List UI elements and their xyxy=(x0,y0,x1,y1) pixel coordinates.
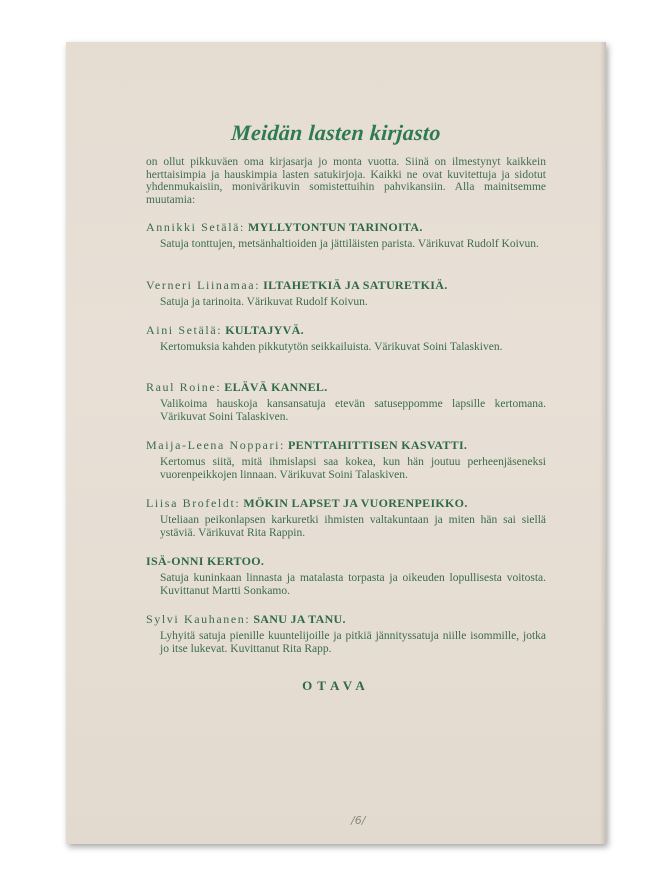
book-entry-5 xyxy=(146,438,546,482)
pencil-mark: /6/ xyxy=(351,814,366,827)
intro-paragraph: on ollut pikkuväen oma kirjasarja jo monta vuotta. Siinä on ilmestynyt kaikkein herttaisimpia ja hauskimpia lasten satukirjoja. Kaikki ne ovat kuvitettuja ja sidotut yhdenmukaisiin, monivärikuvin somistettuihin pahvikansiin. Alla mainitsemme muutamia: xyxy=(146,156,546,206)
book-entry-7 xyxy=(146,554,546,598)
book-description: Satuja ja tarinoita. Värikuvat Rudolf Koivun. xyxy=(160,296,368,308)
book-author: Sylvi Kauhanen: xyxy=(146,612,251,626)
book-title: KULTAJYVÄ. xyxy=(225,323,304,337)
book-entry-4 xyxy=(146,380,546,424)
book-entry-2 xyxy=(146,278,546,309)
book-author: Verneri Liinamaa: xyxy=(146,278,261,292)
book-description: Valikoima hauskoja kansansatuja etevän satuseppomme lapsille kertomana. Värikuvat Soini Talaskiven. xyxy=(160,398,546,423)
series-heading: Meidän lasten kirjasto xyxy=(230,120,442,145)
book-author: Aini Setälä: xyxy=(146,323,223,337)
book-author: Annikki Setälä: xyxy=(146,220,245,234)
book-title: SANU JA TANU. xyxy=(253,612,346,626)
book-author: Liisa Brofeldt: xyxy=(146,496,241,510)
book-description: Lyhyitä satuja pienille kuuntelijoille ja pitkiä jännityssatuja niille isommille, jotka jo itse lukevat. Kuvittanut Rita Rapp. xyxy=(160,630,546,655)
book-title: MYLLYTONTUN TARINOITA. xyxy=(248,220,423,234)
book-title: MÖKIN LAPSET JA VUORENPEIKKO. xyxy=(243,496,468,510)
book-entry-8 xyxy=(146,612,546,656)
book-entry-3 xyxy=(146,323,546,354)
book-title: ISÄ-ONNI KERTOO. xyxy=(146,554,265,568)
publisher-name: OTAVA xyxy=(302,678,370,693)
book-title: ILTAHETKIÄ JA SATURETKIÄ. xyxy=(263,278,448,292)
book-description: Satuja tonttujen, metsänhaltioiden ja jättiläisten parista. Värikuvat Rudolf Koivun. xyxy=(160,238,539,250)
book-description: Uteliaan peikonlapsen karkuretki ihmisten valtakuntaan ja miten hän sai siellä ystäviä. Värikuvat Rita Rappin. xyxy=(160,514,546,539)
book-title: ELÄVÄ KANNEL. xyxy=(224,380,328,394)
book-description: Kertomuksia kahden pikkutytön seikkailuista. Värikuvat Soini Talaskiven. xyxy=(160,341,503,353)
book-entry-6 xyxy=(146,496,546,540)
book-author: Maija-Leena Noppari: xyxy=(146,438,285,452)
book-title: PENTTAHITTISEN KASVATTI. xyxy=(287,438,468,452)
book-back-cover xyxy=(66,42,606,844)
book-author: Raul Roine: xyxy=(146,380,222,394)
book-description: Satuja kuninkaan linnasta ja matalasta torpasta ja oikeuden lopullisesta voitosta. Kuvittanut Martti Sonkamo. xyxy=(160,572,546,597)
book-entry-1 xyxy=(146,220,546,251)
book-description: Kertomus siitä, mitä ihmislapsi saa kokea, kun hän joutuu perheenjäseneksi vuorenpeikkojen linnaan. Värikuvat Soini Talaskiven. xyxy=(160,456,546,481)
